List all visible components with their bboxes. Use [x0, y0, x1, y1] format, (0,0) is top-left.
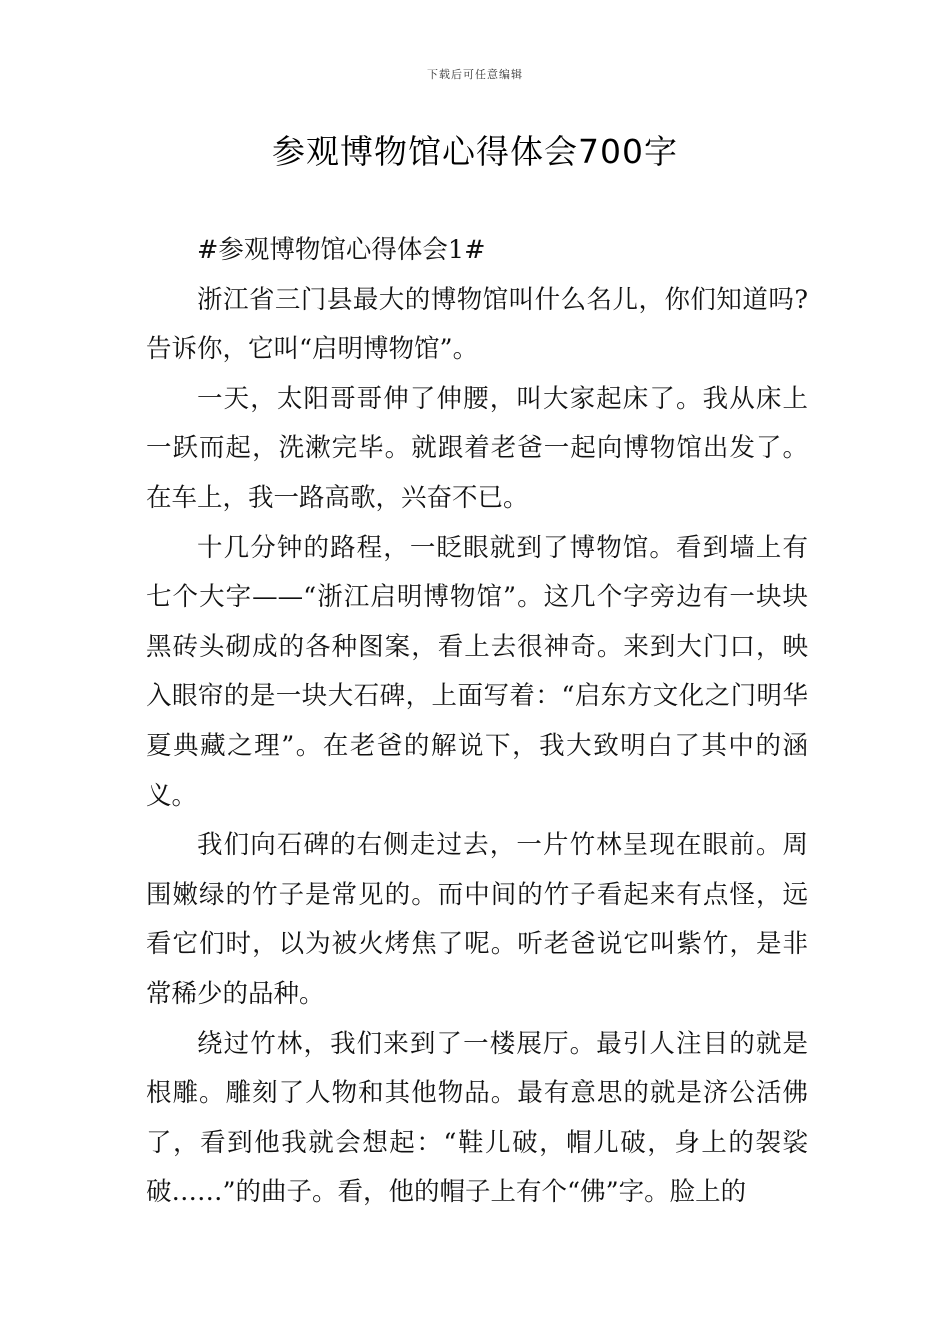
paragraph: 我们向石碑的右侧走过去，一片竹林呈现在眼前。周围嫩绿的竹子是常见的。而中间的竹子看起来有点怪，远看它们时，以为被火烤焦了呢。听老爸说它叫紫竹，是非常稀少的品种。 [146, 830, 808, 1009]
paragraph: 浙江省三门县最大的博物馆叫什么名儿，你们知道吗?告诉你，它叫“启明博物馆”。 [146, 284, 808, 365]
document-title: 参观博物馆心得体会700字 [272, 132, 678, 171]
paragraph: 绕过竹林，我们来到了一楼展厅。最引人注目的就是根雕。雕刻了人物和其他物品。最有意思的就是济公活佛了，看到他我就会想起：“鞋儿破，帽儿破，身上的袈裟破……”的曲子。看，他的帽子上有个“佛”字。脸上的 [146, 1028, 808, 1208]
paragraph: 一天，太阳哥哥伸了伸腰，叫大家起床了。我从床上一跃而起，洗漱完毕。就跟着老爸一起向博物馆出发了。在车上，我一路高歌，兴奋不已。 [146, 383, 808, 513]
header-note: 下载后可任意编辑 [427, 68, 523, 81]
document-body [146, 226, 808, 1218]
paragraph: 十几分钟的路程，一眨眼就到了博物馆。看到墙上有七个大字——“浙江启明博物馆”。这几个字旁边有一块块黑砖头砌成的各种图案，看上去很神奇。来到大门口，映入眼帘的是一块大石碑，上面写着：“启东方文化之门明华夏典藏之理”。在老爸的解说下，我大致明白了其中的涵义。 [146, 532, 808, 811]
section-heading: #参观博物馆心得体会1# [197, 235, 486, 265]
